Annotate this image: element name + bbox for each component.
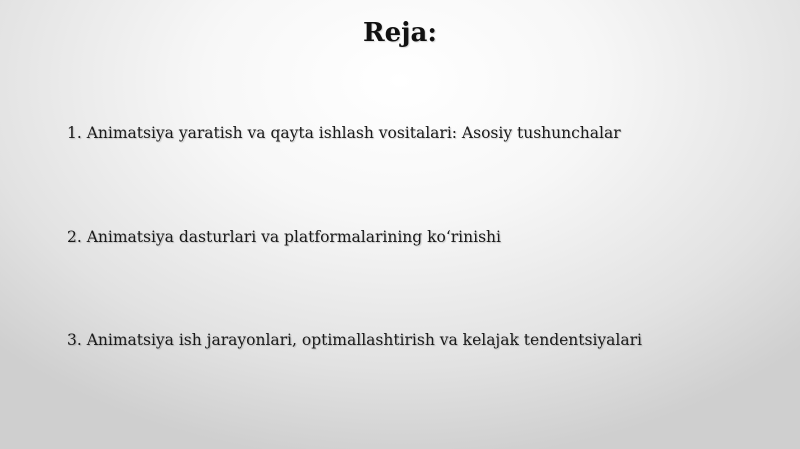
agenda-item-3: 3. Animatsiya ish jarayonlari, optimallashtirish va kelajak tendentsiyalari <box>67 331 642 349</box>
agenda-item-2: 2. Animatsiya dasturlari va platformalarining ko‘rinishi <box>67 228 501 246</box>
agenda-item-1: 1. Animatsiya yaratish va qayta ishlash vositalari: Asosiy tushunchalar <box>67 124 621 142</box>
slide-title: Reja: <box>362 18 437 48</box>
